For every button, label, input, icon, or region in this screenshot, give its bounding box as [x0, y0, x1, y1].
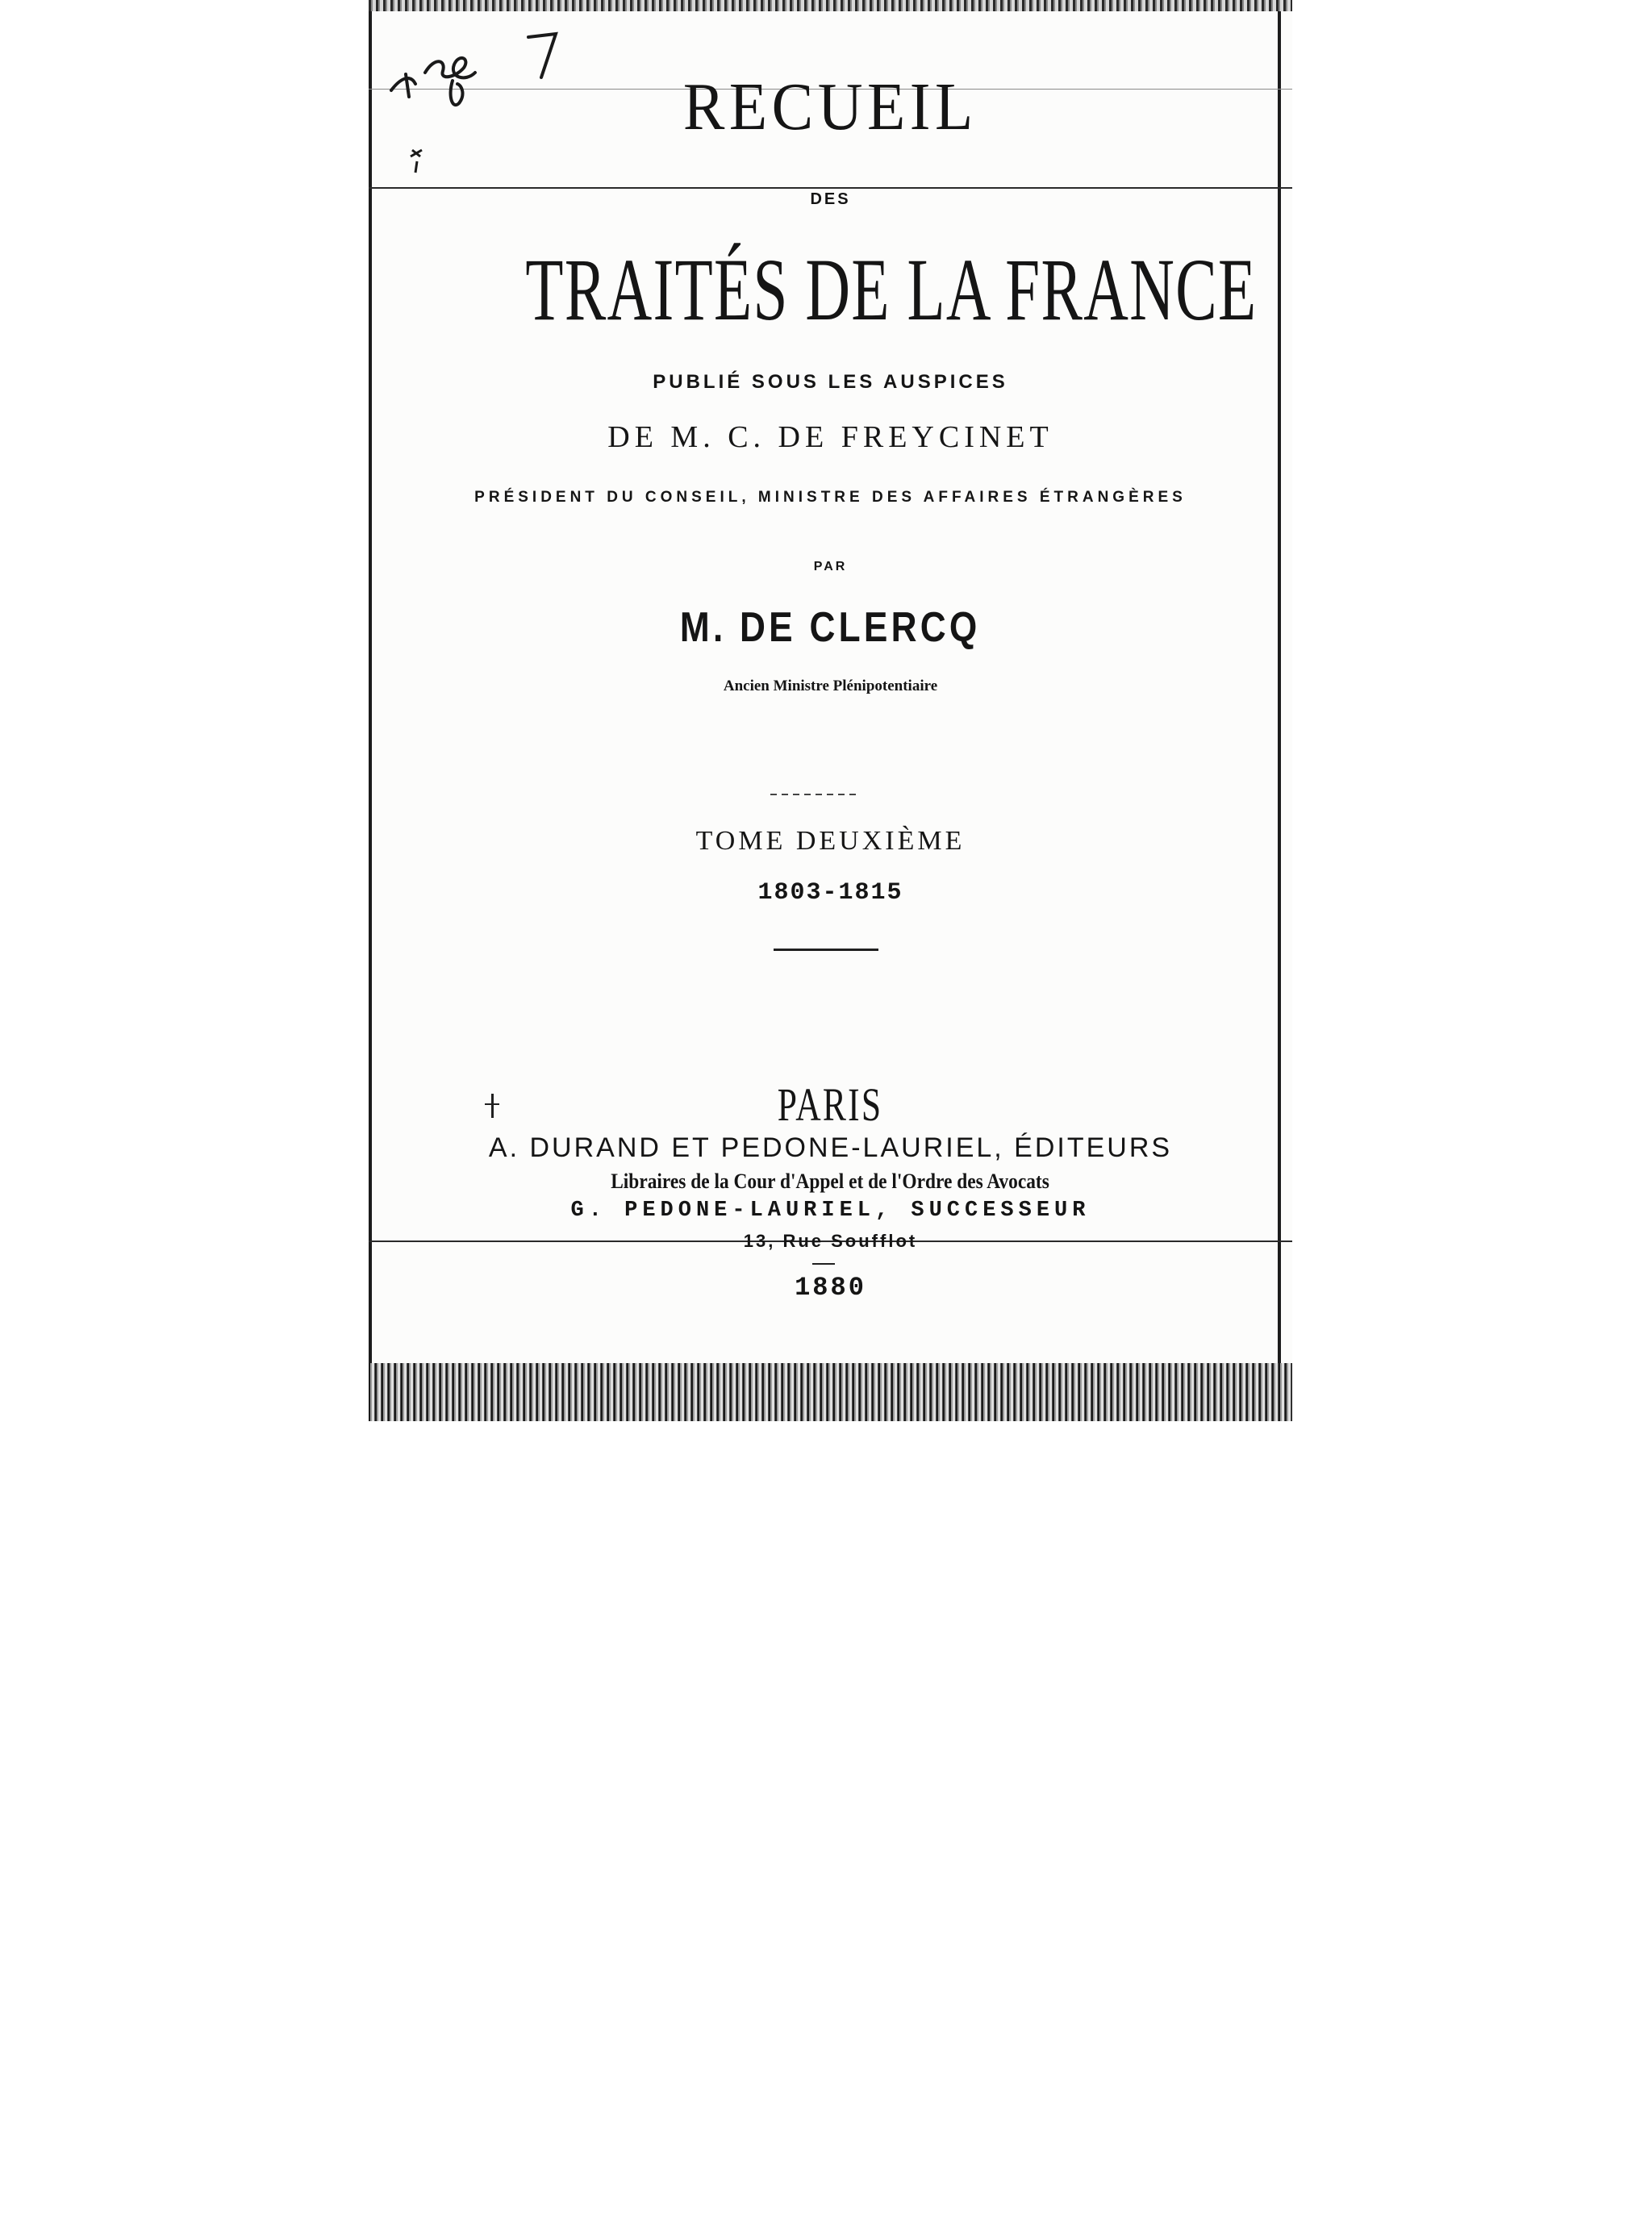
- scanned-title-page: [369, 0, 1292, 1421]
- author-name: M. DE CLERCQ: [680, 604, 981, 651]
- left-tick-mark: [491, 1094, 494, 1118]
- main-title: TRAITÉS DE LA FRANCE: [525, 240, 1258, 339]
- volume-label: TOME DEUXIÈME: [695, 826, 966, 856]
- short-rule: [774, 949, 878, 951]
- author-title: Ancien Ministre Plénipotentiaire: [723, 678, 938, 694]
- patron-name: DE M. C. DE FREYCINET: [607, 420, 1053, 454]
- bottom-scan-band: [369, 1363, 1292, 1421]
- successor-line: G. PEDONE-LAURIEL, SUCCESSEUR: [570, 1199, 1091, 1223]
- dotted-separator: [770, 794, 861, 795]
- by-line: PAR: [813, 560, 848, 573]
- publishers-line: A. DURAND ET PEDONE-LAURIEL, ÉDITEURS: [488, 1132, 1173, 1163]
- published-under-line: PUBLIÉ SOUS LES AUSPICES: [653, 371, 1008, 393]
- publisher-address: 13, Rue Soufflot: [743, 1231, 918, 1251]
- publishers-note: Libraires de la Cour d'Appel et de l'Ordre des Avocats: [611, 1170, 1050, 1193]
- title-connector: DES: [810, 190, 851, 208]
- imprint-city: PARIS: [778, 1078, 883, 1131]
- upper-rule: [369, 187, 1292, 189]
- volume-years: 1803-1815: [757, 879, 903, 907]
- publication-year: 1880: [795, 1273, 866, 1303]
- year-dash: [812, 1263, 835, 1265]
- patron-title: PRÉSIDENT DU CONSEIL, MINISTRE DES AFFAIRES ÉTRANGÈRES: [474, 489, 1187, 506]
- left-tick-bar: [485, 1103, 499, 1105]
- title-heading: RECUEIL: [683, 69, 978, 144]
